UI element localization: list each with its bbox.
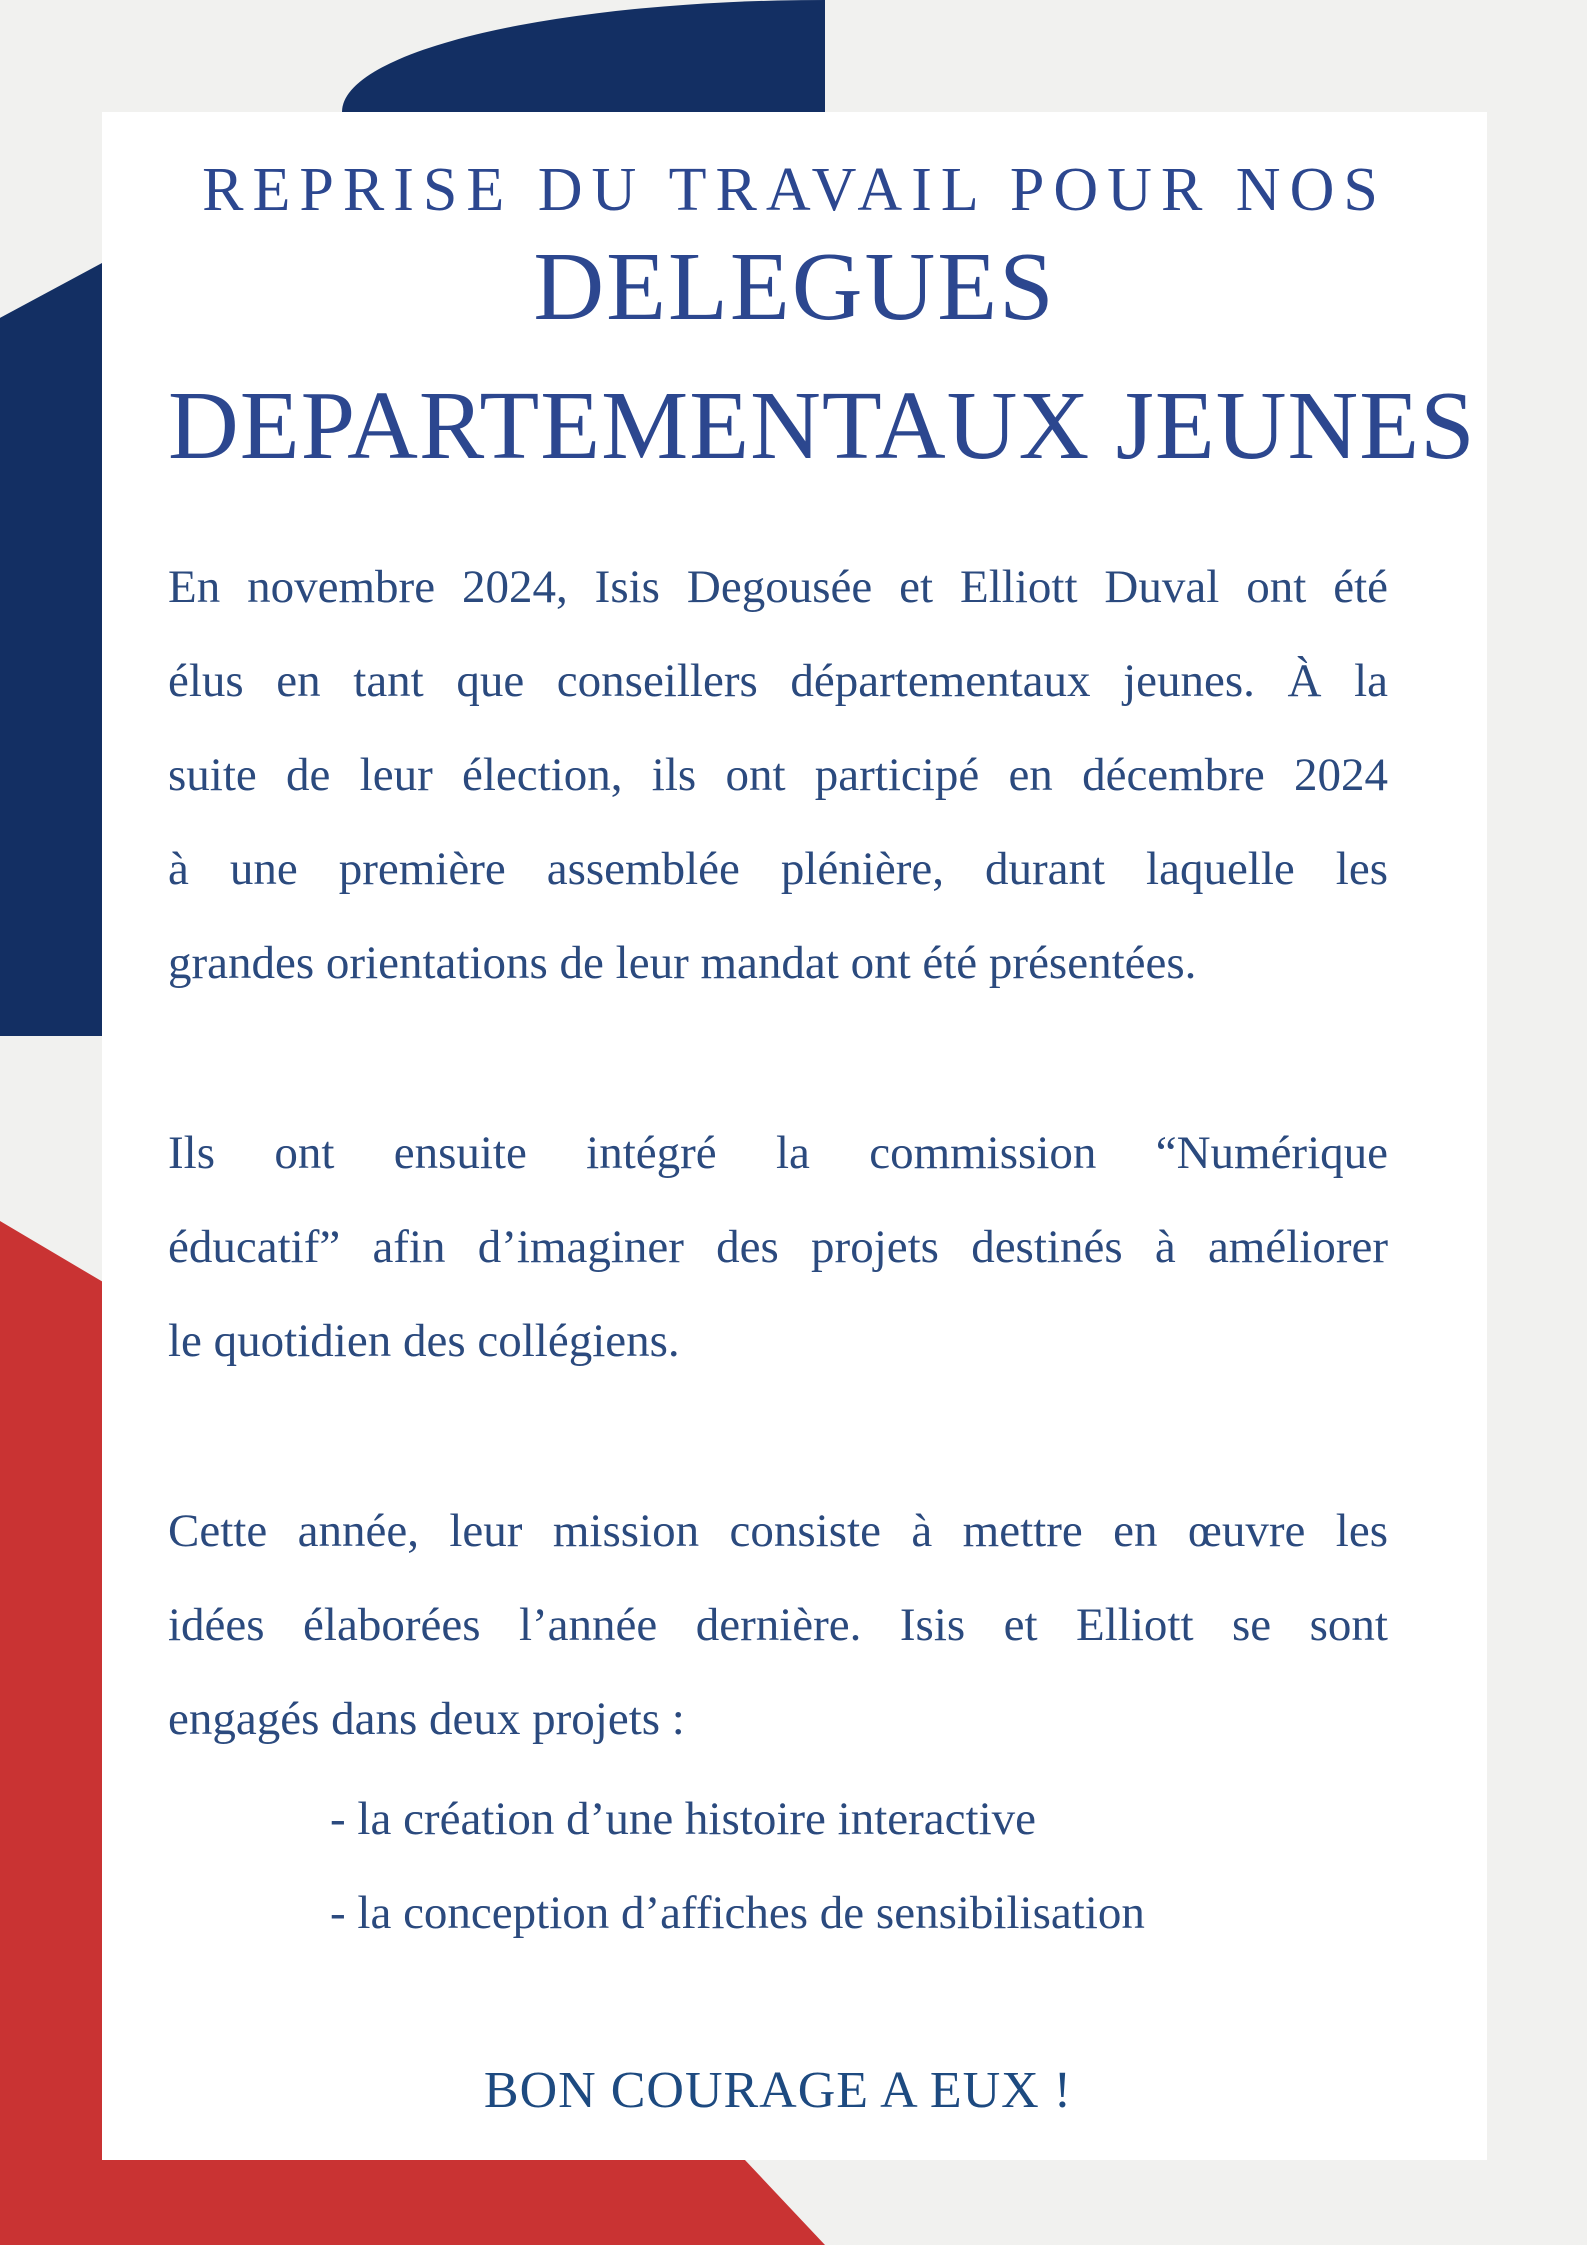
paragraph-line: grandes orientations de leur mandat ont été présentées.: [168, 937, 1197, 989]
body-paragraphs: [168, 540, 1421, 1766]
main-title-line-2: DEPARTEMENTAUX JEUNES: [168, 372, 1476, 480]
paragraph-line: élus en tant que conseillers départementaux jeunes. À la: [168, 655, 1388, 707]
body-paragraph: [168, 1106, 1388, 1388]
paragraph-line: à une première assemblée plénière, durant laquelle les: [168, 843, 1388, 895]
bullet-item: - la création d’une histoire interactive: [330, 1793, 1036, 1845]
body-paragraph: [168, 540, 1388, 1010]
body-paragraph: [168, 1484, 1388, 1766]
kicker-title: REPRISE DU TRAVAIL POUR NOS: [202, 156, 1387, 224]
paragraph-line: le quotidien des collégiens.: [168, 1315, 680, 1367]
paragraph-line: éducatif” afin d’imaginer des projets destinés à améliorer: [168, 1221, 1388, 1273]
top-curve-decoration: [342, 0, 825, 112]
bullet-list: [168, 1772, 1421, 1960]
paragraph-line: engagés dans deux projets :: [168, 1693, 685, 1745]
paragraph-line: En novembre 2024, Isis Degousée et Elliott Duval ont été: [168, 561, 1388, 613]
bullet-item: - la conception d’affiches de sensibilisation: [330, 1887, 1145, 1939]
paragraph-line: Ils ont ensuite intégré la commission “Numérique: [168, 1127, 1388, 1179]
paragraph-line: suite de leur élection, ils ont participé en décembre 2024: [168, 749, 1388, 801]
main-title-line-1: DELEGUES: [533, 233, 1056, 341]
paragraph-line: idées élaborées l’année dernière. Isis et Elliott se sont: [168, 1599, 1388, 1651]
poster-card: [102, 112, 1487, 2160]
closing-message: BON COURAGE A EUX !: [483, 2062, 1073, 2119]
left-blue-arc-decoration: [0, 263, 102, 1036]
paragraph-line: Cette année, leur mission consiste à mettre en œuvre les: [168, 1505, 1388, 1557]
poster-content: [102, 156, 1487, 2119]
bottom-red-band-decoration: [0, 2160, 825, 2245]
left-red-decoration: [0, 1221, 102, 2245]
